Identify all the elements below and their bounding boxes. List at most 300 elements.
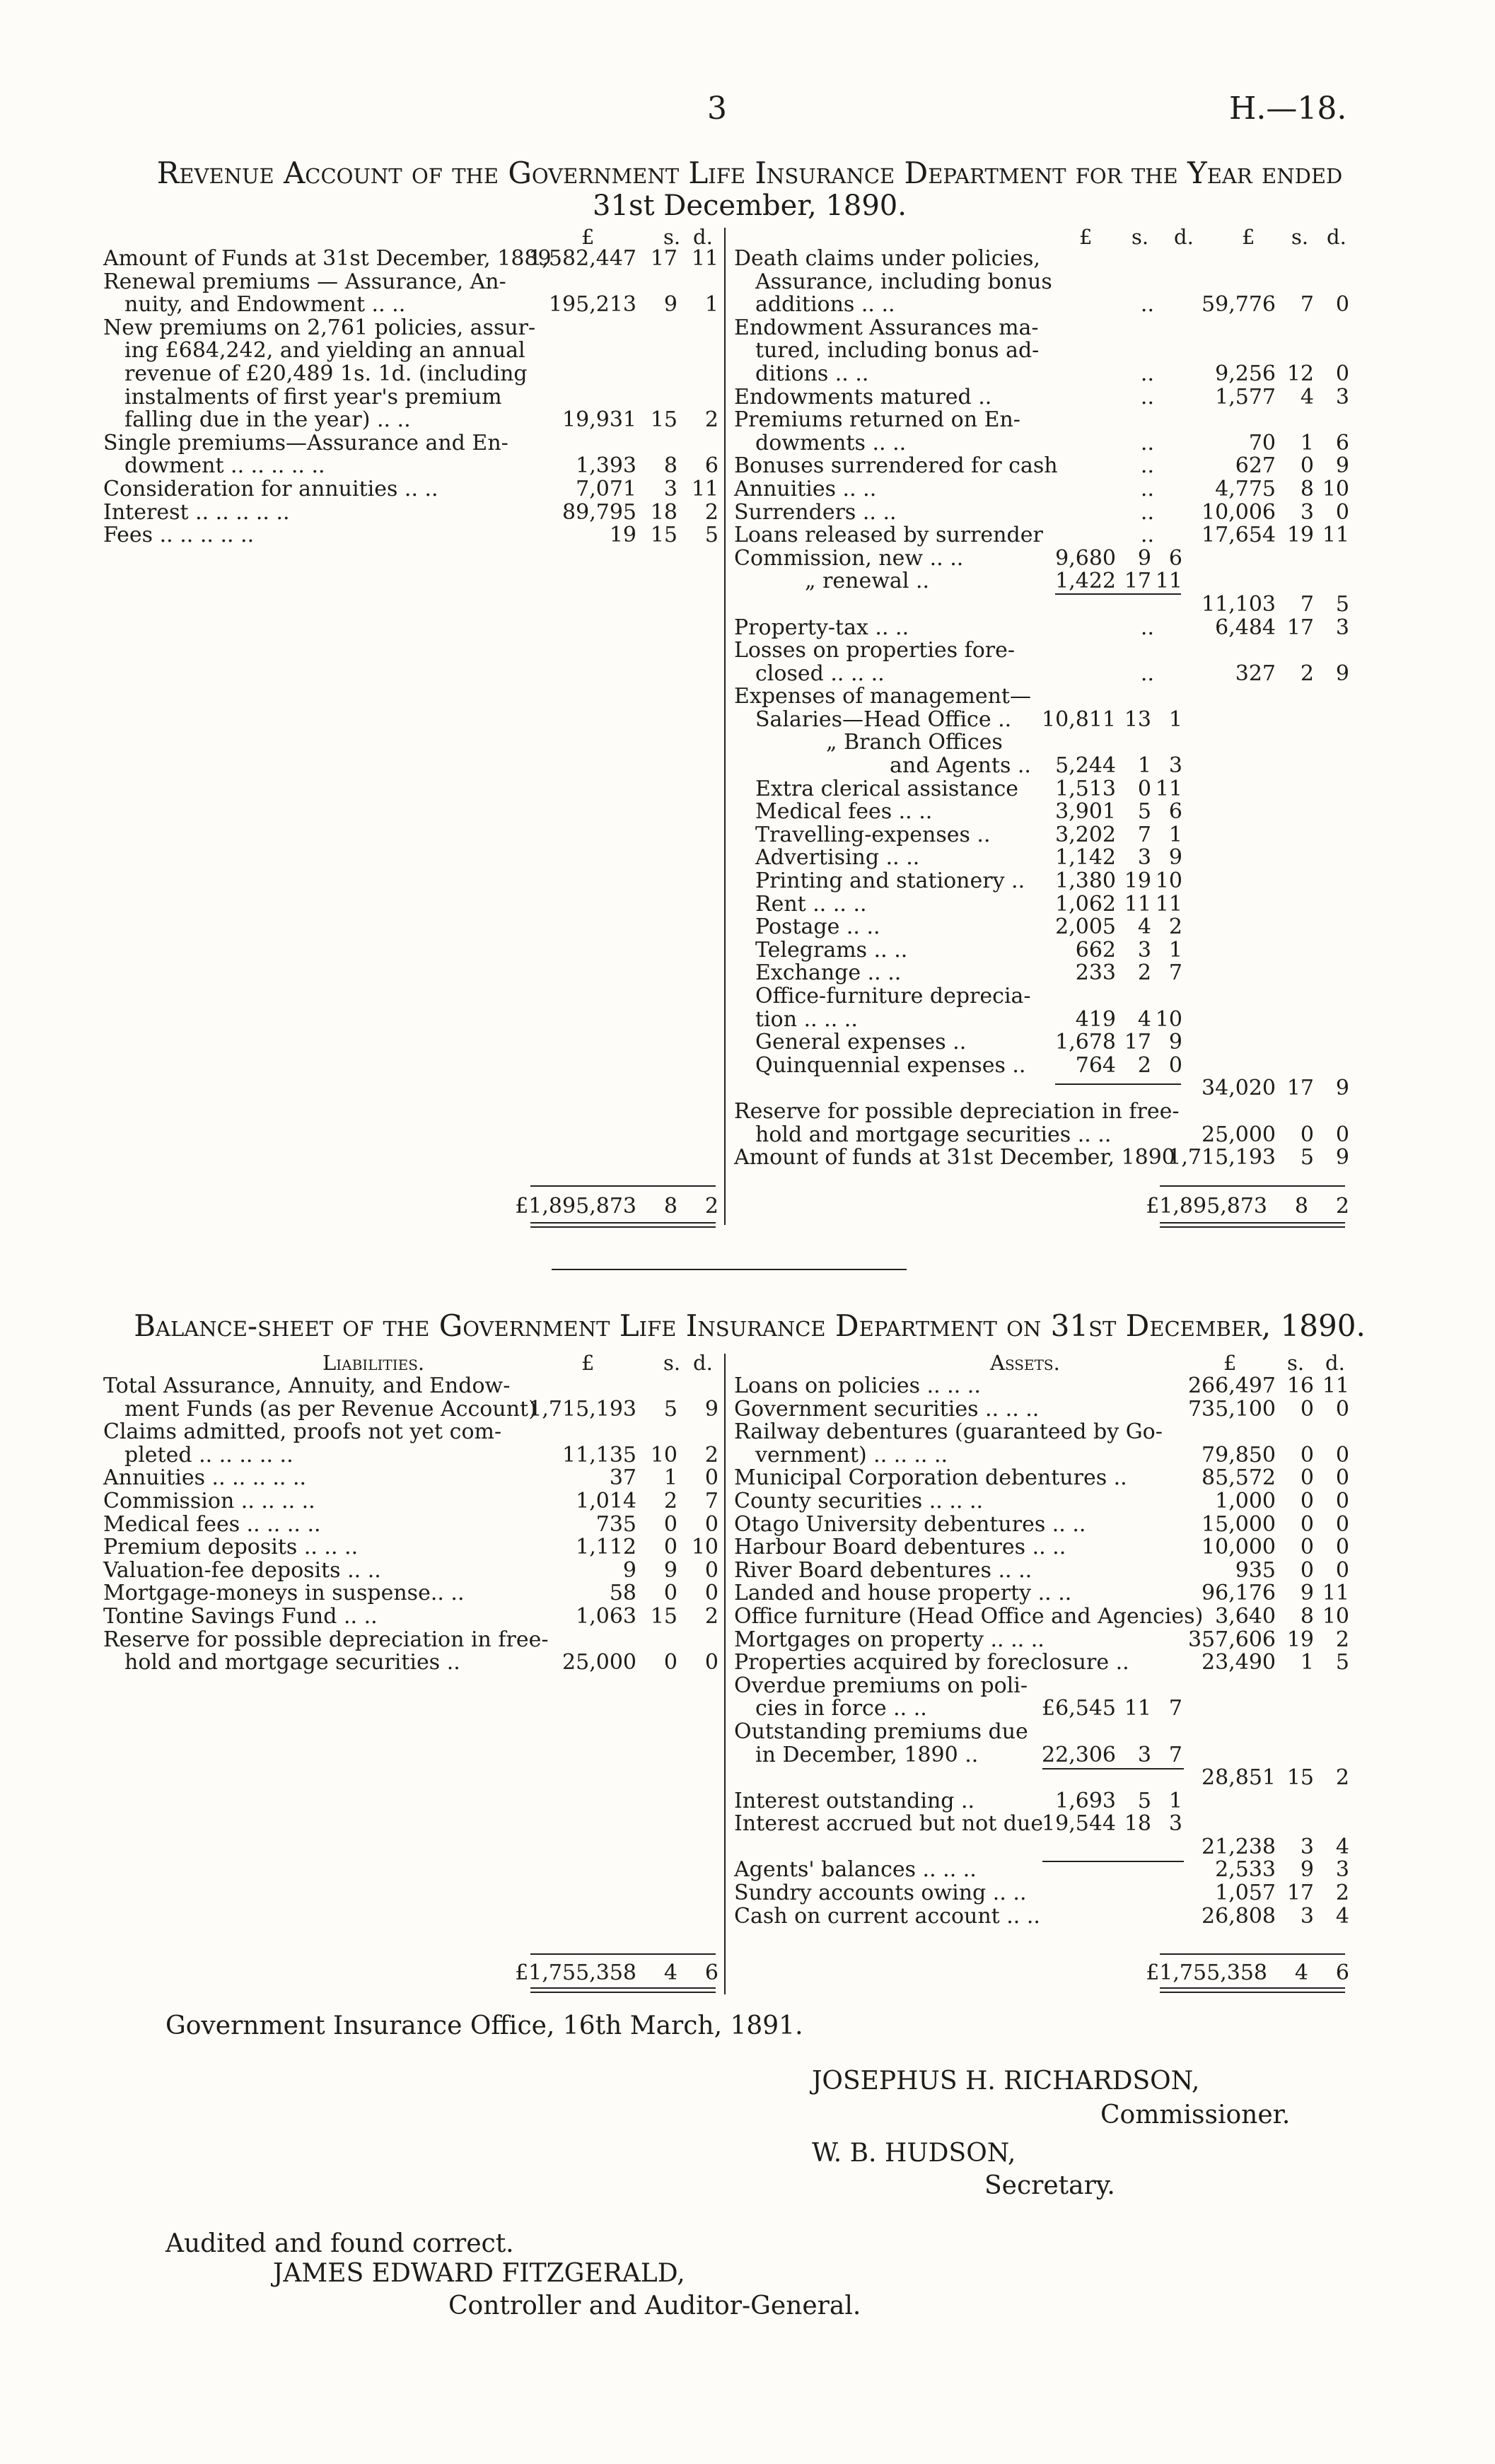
entry-row — [734, 363, 1349, 386]
entry-row — [734, 1859, 1349, 1882]
right-pence2-unit: d. — [1327, 225, 1346, 249]
entry-pounds: 10,006 — [1202, 499, 1276, 525]
entry-label: River Board debentures .. .. — [734, 1557, 1032, 1583]
entry-pence: 3 — [1335, 384, 1349, 409]
entry-shillings: 7 — [1300, 292, 1314, 318]
entry-label: Interest accrued but not due — [734, 1811, 1044, 1837]
entry-label: Premiums returned on En- — [734, 407, 1020, 433]
entry-row — [103, 1536, 719, 1559]
entry-shillings: 19 — [1286, 523, 1314, 548]
entry-pence: 5 — [1335, 591, 1349, 617]
entry-pounds-inner: 1,678 — [1055, 1030, 1116, 1055]
entry-row — [734, 1100, 1349, 1124]
entry-row — [734, 1675, 1349, 1698]
entry-shillings-inner: 2 — [1137, 1052, 1151, 1078]
entry-pounds: 1,112 — [576, 1535, 636, 1560]
entry-row — [734, 271, 1349, 294]
entry-label: falling due in the year) .. .. — [124, 407, 411, 433]
entry-label: Premium deposits .. .. .. — [103, 1535, 359, 1560]
entry-label: Travelling-expenses .. — [755, 822, 991, 847]
entry-label: Commission, new .. .. — [734, 545, 964, 571]
entry-shillings: 0 — [1300, 1557, 1314, 1583]
entry-pence-inner: 3 — [1168, 1811, 1182, 1837]
entry-row — [103, 1375, 719, 1398]
entry-leader: .. — [1140, 453, 1154, 479]
entry-pounds: 70 — [1248, 430, 1276, 455]
entry-leader: .. — [1140, 661, 1154, 686]
entry-label: cies in force .. .. — [755, 1696, 927, 1721]
entry-pounds: 735 — [595, 1511, 636, 1537]
entry-pounds: 15,000 — [1202, 1511, 1276, 1537]
entry-pence: 2 — [1335, 1765, 1349, 1791]
entry-row — [734, 801, 1349, 824]
entry-label: vernment) .. .. .. .. — [755, 1442, 948, 1468]
entry-pence: 0 — [704, 1581, 719, 1606]
right-shillings1-unit: s. — [1132, 225, 1149, 249]
entry-pence: 5 — [704, 523, 719, 548]
entry-label: „ Branch Offices — [826, 730, 1003, 755]
entry-pounds: 2,533 — [1215, 1857, 1276, 1883]
entry-leader: .. — [1140, 361, 1154, 386]
entry-pounds: 4,775 — [1215, 476, 1276, 501]
assets-heading: Assets. — [990, 1351, 1060, 1375]
entry-pence: 2 — [704, 407, 719, 433]
revenue-column-divider — [724, 228, 726, 1225]
entry-label: revenue of £20,489 1s. 1d. (including — [124, 361, 528, 386]
entry-leader: .. — [1140, 430, 1154, 455]
entry-pence-inner: 10 — [1155, 1006, 1182, 1032]
entry-pence-inner: 9 — [1168, 1030, 1182, 1055]
entry-row — [734, 1697, 1349, 1721]
entry-row — [734, 639, 1349, 663]
entry-row — [734, 409, 1349, 432]
entry-label: tion .. .. .. — [755, 1006, 858, 1032]
entry-label: Property-tax .. .. — [734, 615, 909, 640]
entry-row — [734, 570, 1349, 593]
audit-line: Audited and found correct. — [165, 2229, 514, 2258]
entry-pence: 3 — [1335, 1857, 1349, 1883]
entry-shillings-inner: 11 — [1124, 891, 1151, 917]
entry-pounds: 1,715,193 — [1168, 1145, 1276, 1170]
revenue-title — [71, 157, 1429, 222]
entry-leader: .. — [1140, 523, 1154, 548]
entry-row — [103, 1629, 719, 1652]
entry-row — [103, 1444, 719, 1468]
entry-row — [734, 1490, 1349, 1513]
entry-label: Single premiums—Assurance and En- — [103, 430, 508, 455]
entry-label: Sundry accounts owing .. .. — [734, 1881, 1027, 1906]
entry-shillings: 1 — [1300, 1650, 1314, 1675]
entry-row — [103, 455, 719, 478]
liab-total-pounds: £1,755,358 — [515, 1960, 636, 1985]
entry-pence: 0 — [1335, 361, 1349, 386]
commissioner-title: Commissioner. — [1100, 2100, 1291, 2129]
entry-pence-inner: 6 — [1168, 545, 1182, 571]
entry-shillings: 3 — [663, 476, 677, 501]
revenue-receipts-list — [103, 248, 719, 547]
entry-shillings: 7 — [1300, 591, 1314, 617]
entry-label: Rent .. .. .. — [755, 891, 867, 917]
entry-label: County securities .. .. .. — [734, 1488, 984, 1513]
entry-label: Claims admitted, proofs not yet com- — [103, 1419, 502, 1445]
entry-label: Amount of Funds at 31st December, 1889 — [103, 246, 552, 271]
asset-total-double-rule-1 — [1160, 1987, 1345, 1989]
entry-pounds: 327 — [1235, 661, 1276, 686]
liab-total-pence: 6 — [704, 1960, 719, 1985]
entry-label: Reserve for possible depreciation in free- — [103, 1627, 549, 1652]
entry-shillings-inner: 3 — [1137, 845, 1151, 871]
entry-row — [734, 755, 1349, 778]
entry-shillings: 18 — [650, 499, 677, 525]
entry-shillings-inner: 5 — [1137, 799, 1151, 825]
entry-label: Interest .. .. .. .. .. — [103, 499, 290, 525]
entry-row — [103, 524, 719, 547]
entry-shillings: 0 — [663, 1581, 677, 1606]
entry-label: Extra clerical assistance — [755, 776, 1019, 801]
entry-leader: .. — [1140, 615, 1154, 640]
entry-row — [734, 1605, 1349, 1629]
entry-label: Medical fees .. .. .. .. — [103, 1511, 321, 1537]
entry-shillings-inner: 13 — [1124, 707, 1151, 732]
entry-label: Outstanding premiums due — [734, 1719, 1028, 1744]
entry-pence: 2 — [704, 1603, 719, 1629]
entry-shillings: 3 — [1300, 1834, 1314, 1859]
entry-pence: 10 — [691, 1535, 719, 1560]
entry-shillings-inner: 0 — [1137, 776, 1151, 801]
liab-total-shillings: 4 — [663, 1960, 677, 1985]
entry-pence: 0 — [1335, 1535, 1349, 1560]
entry-row — [734, 1790, 1349, 1813]
entry-row — [734, 1146, 1349, 1170]
entry-label: New premiums on 2,761 policies, assur- — [103, 315, 536, 340]
entry-label: Government securities .. .. .. — [734, 1396, 1040, 1422]
page-number: 3 — [707, 91, 727, 127]
entry-shillings: 15 — [650, 407, 677, 433]
entry-shillings: 17 — [1286, 1076, 1314, 1101]
entry-pence-inner: 6 — [1168, 799, 1182, 825]
asset-total-shillings: 4 — [1294, 1960, 1308, 1985]
entry-row — [734, 1054, 1349, 1078]
entry-shillings: 9 — [1300, 1581, 1314, 1606]
entry-row — [734, 685, 1349, 709]
entry-label: Properties acquired by foreclosure .. — [734, 1650, 1129, 1675]
entry-pounds: 10,000 — [1202, 1535, 1276, 1560]
entry-label: Agents' balances .. .. .. — [734, 1857, 977, 1883]
entry-pence-inner: 2 — [1168, 914, 1182, 940]
entry-row — [734, 778, 1349, 801]
entry-pounds-inner: 1,380 — [1055, 868, 1116, 894]
entry-pounds-inner: £6,545 — [1042, 1696, 1116, 1721]
commission-subtotal-rule — [1055, 593, 1181, 595]
entry-label: Mortgages on property .. .. .. — [734, 1627, 1045, 1652]
entry-row — [734, 617, 1349, 640]
entry-shillings: 2 — [1300, 661, 1314, 686]
entry-row — [734, 432, 1349, 455]
entry-pounds: 96,176 — [1202, 1581, 1276, 1606]
entry-shillings: 17 — [1286, 615, 1314, 640]
liab-total-top-rule — [530, 1953, 716, 1955]
entry-row — [734, 1582, 1349, 1605]
entry-shillings: 0 — [1300, 1488, 1314, 1513]
entry-row — [734, 1836, 1349, 1859]
entry-pence: 6 — [704, 453, 719, 479]
entry-shillings: 0 — [663, 1650, 677, 1675]
revenue-title-line2: 31st December, 1890. — [593, 190, 907, 222]
entry-pence-inner: 1 — [1168, 707, 1182, 732]
entry-pence: 7 — [704, 1488, 719, 1513]
entry-label: Assurance, including bonus — [755, 269, 1052, 294]
entry-row — [103, 1559, 719, 1583]
entry-shillings: 0 — [1300, 1396, 1314, 1422]
entry-pounds: 1,715,193 — [528, 1396, 636, 1422]
entry-label: Medical fees .. .. — [755, 799, 933, 825]
left-total-shillings: 8 — [663, 1194, 677, 1219]
entry-row — [103, 409, 719, 432]
left-total-pence: 2 — [704, 1194, 719, 1219]
entry-row — [734, 1124, 1349, 1147]
entry-shillings-inner: 3 — [1137, 1742, 1151, 1767]
entry-row — [734, 939, 1349, 963]
entry-shillings-inner: 17 — [1124, 1030, 1151, 1055]
entry-pence: 2 — [1335, 1881, 1349, 1906]
entry-row — [734, 317, 1349, 340]
entry-label: dowments .. .. — [755, 430, 907, 455]
entry-row — [103, 294, 719, 317]
entry-shillings: 0 — [1300, 1465, 1314, 1491]
entry-pence: 2 — [704, 1442, 719, 1468]
entry-label: closed .. .. .. — [755, 661, 885, 686]
revenue-payments-list — [734, 248, 1349, 1170]
entry-leader: .. — [1140, 476, 1154, 501]
entry-pence-inner: 9 — [1168, 845, 1182, 871]
entry-label: Fees .. .. .. .. .. — [103, 523, 255, 548]
entry-leader: .. — [1140, 292, 1154, 318]
entry-pence: 6 — [1335, 430, 1349, 455]
entry-pence: 9 — [1335, 661, 1349, 686]
entry-shillings: 10 — [650, 1442, 677, 1468]
entry-pounds: 1,014 — [576, 1488, 636, 1513]
entry-row — [734, 593, 1349, 617]
entry-row — [734, 1467, 1349, 1490]
entry-pounds: 9,256 — [1215, 361, 1276, 386]
entry-row — [103, 501, 719, 525]
entry-row — [103, 363, 719, 386]
entry-pence: 4 — [1335, 1834, 1349, 1859]
entry-shillings-inner: 1 — [1137, 753, 1151, 779]
entry-pence: 0 — [1335, 292, 1349, 318]
entry-row — [734, 1375, 1349, 1398]
entry-pence: 0 — [704, 1650, 719, 1675]
entry-row — [103, 317, 719, 340]
entry-shillings: 8 — [663, 453, 677, 479]
entry-row — [734, 1077, 1349, 1100]
entry-label: Total Assurance, Annuity, and Endow- — [103, 1373, 511, 1398]
entry-row — [734, 1744, 1349, 1767]
interest-subtotal-rule — [1042, 1861, 1184, 1862]
entry-pence-inner: 1 — [1168, 822, 1182, 847]
entry-pence: 0 — [1335, 1442, 1349, 1468]
entry-label: Overdue premiums on poli- — [734, 1673, 1028, 1698]
entry-row — [103, 248, 719, 271]
entry-row — [103, 1651, 719, 1675]
entry-label: nuity, and Endowment .. .. — [124, 292, 406, 318]
entry-label: Landed and house property .. .. — [734, 1581, 1072, 1606]
entry-row — [734, 478, 1349, 501]
entry-row — [734, 962, 1349, 985]
entry-pounds: 935 — [1235, 1557, 1276, 1583]
entry-pence: 0 — [704, 1557, 719, 1583]
entry-pence: 0 — [1335, 1488, 1349, 1513]
entry-row — [734, 1813, 1349, 1836]
entry-label: Loans released by surrender — [734, 523, 1043, 548]
entry-row — [103, 1398, 719, 1422]
entry-label: Cash on current account .. .. — [734, 1903, 1040, 1929]
entry-label: Advertising .. .. — [755, 845, 920, 871]
entry-row — [103, 386, 719, 409]
entry-leader: .. — [1140, 499, 1154, 525]
entry-pounds: 1,577 — [1215, 384, 1276, 409]
entry-shillings-inner: 5 — [1137, 1788, 1151, 1813]
entry-shillings: 8 — [1300, 1603, 1314, 1629]
entry-row — [734, 294, 1349, 317]
entry-pounds: 11,103 — [1202, 591, 1276, 617]
entry-row — [103, 339, 719, 363]
entry-shillings-inner: 4 — [1137, 914, 1151, 940]
entry-shillings: 2 — [663, 1488, 677, 1513]
entry-shillings: 0 — [1300, 1511, 1314, 1537]
entry-pounds-inner: 10,811 — [1042, 707, 1116, 732]
entry-row — [103, 478, 719, 501]
entry-label: Printing and stationery .. — [755, 868, 1025, 894]
entry-pence-inner: 11 — [1155, 891, 1182, 917]
entry-pence: 0 — [1335, 1465, 1349, 1491]
entry-pounds: 25,000 — [562, 1650, 636, 1675]
entry-pounds-inner: 1,142 — [1055, 845, 1116, 871]
entry-label: Telegrams .. .. — [755, 937, 908, 963]
entry-label: Loans on policies .. .. .. — [734, 1373, 981, 1398]
left-total-pounds: £1,895,873 — [515, 1194, 636, 1219]
left-total-double-rule-2 — [530, 1226, 716, 1228]
entry-row — [734, 1721, 1349, 1744]
entry-row — [734, 1905, 1349, 1929]
entry-label: Valuation-fee deposits .. .. — [103, 1557, 381, 1583]
entry-shillings: 1 — [1300, 430, 1314, 455]
entry-pence-inner: 3 — [1168, 753, 1182, 779]
asset-pounds-unit: £ — [1223, 1351, 1237, 1375]
entry-row — [734, 524, 1349, 547]
entry-label: Office furniture (Head Office and Agencies) — [734, 1603, 1204, 1629]
entry-shillings-inner: 19 — [1124, 868, 1151, 894]
asset-total-pounds: £1,755,358 — [1146, 1960, 1267, 1985]
entry-pounds: 6,484 — [1215, 615, 1276, 640]
entry-pounds: 19,931 — [562, 407, 636, 433]
entry-shillings: 0 — [1300, 1442, 1314, 1468]
revenue-title-line1: Revenue Account of the Government Life Insurance Department for the Year ended — [156, 156, 1343, 190]
liabilities-total — [103, 1960, 719, 1984]
entry-pounds: 7,071 — [576, 476, 636, 501]
entry-shillings: 3 — [1300, 499, 1314, 525]
auditor-name: JAMES EDWARD FITZGERALD, — [273, 2259, 685, 2288]
entry-pounds-inner: 662 — [1075, 937, 1116, 963]
right-pounds1-unit: £ — [1079, 225, 1093, 249]
entry-pounds: 89,795 — [562, 499, 636, 525]
entry-pence: 1 — [704, 292, 719, 318]
entry-pounds: 735,100 — [1187, 1396, 1276, 1422]
liab-total-double-rule-2 — [530, 1992, 716, 1993]
right-shillings2-unit: s. — [1291, 225, 1309, 249]
entry-pence: 10 — [1322, 1603, 1349, 1629]
entry-label: Amount of funds at 31st December, 1890 — [734, 1145, 1175, 1170]
entry-label: ment Funds (as per Revenue Account) — [124, 1396, 537, 1422]
entry-pence: 11 — [1322, 1581, 1349, 1606]
entry-label: Mortgage-moneys in suspense.. .. — [103, 1581, 465, 1606]
entry-shillings-inner: 9 — [1137, 545, 1151, 571]
liab-total-double-rule-1 — [530, 1987, 716, 1989]
entry-row — [734, 709, 1349, 732]
entry-row — [734, 1031, 1349, 1054]
entry-pence: 0 — [704, 1511, 719, 1537]
entry-pounds: 25,000 — [1202, 1122, 1276, 1147]
entry-shillings: 12 — [1286, 361, 1314, 386]
entry-pence: 5 — [1335, 1650, 1349, 1675]
entry-pounds: 34,020 — [1202, 1076, 1276, 1101]
entry-row — [734, 1513, 1349, 1537]
entry-label: Annuities .. .. .. .. .. — [103, 1465, 307, 1491]
liabilities-heading: Liabilities. — [322, 1351, 425, 1375]
entry-pence: 10 — [1322, 476, 1349, 501]
assets-list — [734, 1375, 1349, 1928]
entry-shillings-inner: 17 — [1124, 569, 1151, 594]
entry-shillings: 0 — [1300, 453, 1314, 479]
entry-pence: 9 — [704, 1396, 719, 1422]
entry-shillings: 15 — [650, 1603, 677, 1629]
asset-pence-unit: d. — [1325, 1351, 1345, 1375]
entry-row — [734, 985, 1349, 1009]
entry-shillings: 8 — [1300, 476, 1314, 501]
entry-pence: 11 — [691, 246, 719, 271]
entry-shillings-inner: 2 — [1137, 960, 1151, 986]
entry-pounds-inner: 5,244 — [1055, 753, 1116, 779]
right-total-double-rule-1 — [1160, 1222, 1345, 1224]
entry-row — [734, 1421, 1349, 1444]
revenue-right-total — [734, 1194, 1349, 1218]
entry-label: Tontine Savings Fund .. .. — [103, 1603, 378, 1629]
asset-total-top-rule — [1160, 1953, 1345, 1955]
assets-total — [734, 1960, 1349, 1984]
entry-row — [103, 271, 719, 294]
entry-label: dowment .. .. .. .. .. — [124, 453, 325, 479]
secretary-name: W. B. HUDSON, — [812, 2139, 1016, 2168]
entry-label: Surrenders .. .. — [734, 499, 897, 525]
entry-pounds: 19 — [609, 523, 636, 548]
entry-row — [734, 1882, 1349, 1905]
entry-row — [103, 1513, 719, 1537]
entry-row — [734, 1559, 1349, 1583]
asset-total-pence: 6 — [1335, 1960, 1349, 1985]
entry-row — [103, 432, 719, 455]
entry-pounds: 1,393 — [576, 453, 636, 479]
entry-leader: .. — [1140, 384, 1154, 409]
entry-row — [734, 1651, 1349, 1675]
entry-shillings: 17 — [1286, 1881, 1314, 1906]
entry-shillings: 9 — [663, 1557, 677, 1583]
entry-row — [734, 1767, 1349, 1790]
entry-shillings-inner: 7 — [1137, 822, 1151, 847]
entry-pence: 0 — [704, 1465, 719, 1491]
liab-pence-unit: d. — [693, 1351, 713, 1375]
document-reference: H.—18. — [1229, 91, 1347, 127]
revenue-left-total — [103, 1194, 719, 1218]
